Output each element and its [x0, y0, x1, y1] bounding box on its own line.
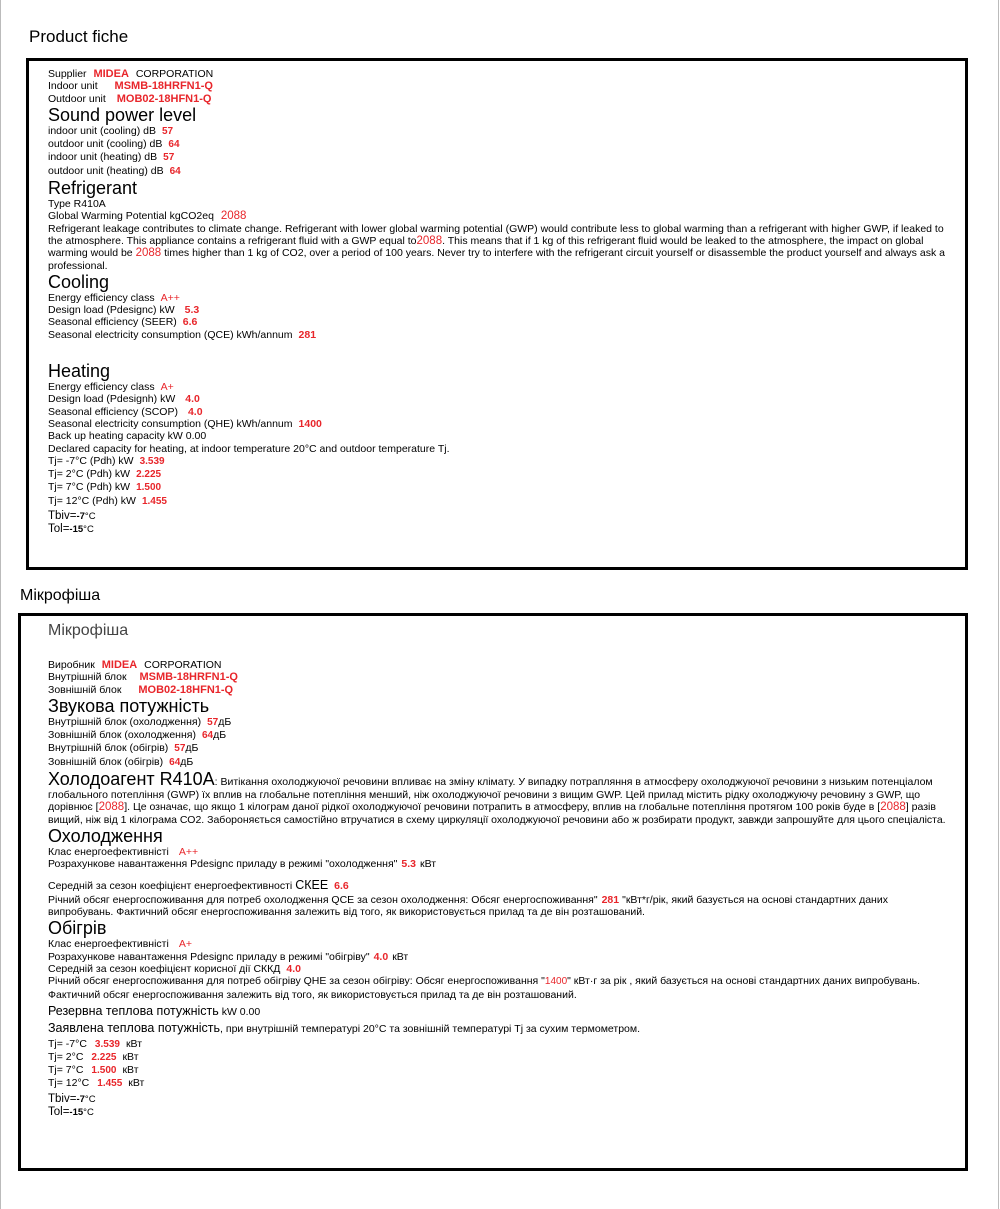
tj-row	[48, 455, 961, 468]
refrigerant-type: Type R410A	[48, 198, 106, 211]
tj-row-value: 2.225	[91, 1051, 117, 1063]
tbiv-value: -7	[76, 511, 85, 523]
gwp-value: 2088	[220, 210, 247, 223]
tj-row-value: 1.500	[91, 1065, 117, 1077]
tj-row-label: Tj= -7°C	[48, 1037, 87, 1050]
product-fiche-content	[48, 68, 961, 537]
tj-row-label: Tj= 2°C	[48, 1050, 84, 1063]
qce-line	[48, 329, 961, 341]
seer-line	[48, 879, 955, 892]
qhe-value: 1400	[298, 417, 322, 430]
heating-load-label: Design load (Pdesignh) kW	[48, 393, 176, 406]
qce-text: Річний обсяг енергоспоживання для потреб охолодження QCE за сезон охолодження: Обсяг енергоспоживання"	[48, 893, 598, 906]
tbiv-value: -7	[76, 1093, 85, 1105]
sound-row-label: outdoor unit (cooling) dB	[48, 138, 163, 151]
spacer	[48, 871, 955, 879]
scop-label: Seasonal efficiency (SCOP)	[48, 405, 178, 418]
sound-heading: Звукова потужність	[48, 695, 210, 716]
tj-row-value: 2.225	[136, 469, 162, 481]
sound-row-label: Внутрішній блок (обігрів)	[48, 742, 169, 755]
sound-row	[48, 729, 955, 742]
gwp-line	[48, 210, 961, 222]
cooling-class-line	[48, 846, 955, 858]
cooling-load-value: 5.3	[184, 304, 200, 317]
tol-label: Tol=	[48, 1106, 70, 1119]
heating-heading: Обігрів	[48, 918, 107, 939]
cooling-heading: Охолодження	[48, 825, 163, 846]
kw-unit: кВт	[392, 950, 409, 963]
refrigerant-text: times higher than 1 kg of CO2, over a period of 100 years. Never try to interfere with the refrigerant circuit yourself or disassemble the product yourself and always ask a professional.	[48, 247, 945, 272]
supplier-corp: CORPORATION	[144, 659, 222, 671]
gwp-inline: 2088	[98, 801, 125, 814]
product-fiche-panel	[26, 58, 968, 570]
microfiche-content	[48, 622, 955, 1119]
seer-abbr: СКЕЕ	[295, 877, 329, 892]
heating-load-value: 4.0	[373, 950, 389, 963]
sound-row-unit: дБ	[218, 715, 232, 728]
refrigerant-text: : Витікання охолоджуючої речовини впливає на зміну клімату. У випадку потрапляння в атмосферу охолоджуючої речовини з низьким потенціалом глобального потепління (GWP) їх вплив на глобальне потепління менший, ніж охолоджуючої речовини з вищим GWP. Цей прилад містить рідку охолоджуючу речовину з GWP, що дорівнює [	[48, 776, 933, 814]
sound-row-unit: дБ	[180, 755, 194, 768]
sound-row-unit: дБ	[185, 742, 199, 755]
scop-value: 4.0	[286, 963, 301, 976]
tj-row-unit: кВт	[125, 1037, 143, 1050]
gwp-inline: 2088	[416, 234, 443, 247]
tj-row	[48, 1064, 955, 1077]
heating-class-line	[48, 938, 955, 950]
tol-value: -15	[69, 524, 84, 536]
supplier-label: Виробник	[48, 659, 95, 671]
cooling-class-label: Клас енергоефективністі	[48, 845, 169, 858]
spacer	[48, 640, 955, 659]
supplier-line	[48, 659, 955, 671]
tj-row-label: Tj= -7°C (Pdh) kW	[48, 454, 134, 467]
tbiv-label: Tbiv=	[48, 1092, 77, 1105]
seer-label: Середній за сезон коефіцієнт енергоефективності	[48, 879, 293, 892]
sound-row	[48, 742, 955, 755]
tj-row-value: 1.455	[97, 1078, 123, 1090]
sound-row-label: Зовнішній блок (обігрів)	[48, 755, 164, 768]
tj-row	[48, 468, 961, 481]
declared-text: , при внутрішній температурі 20°С та зовнішній температурі Tj за сухим термометром.	[220, 1023, 641, 1036]
cooling-load-value: 5.3	[401, 858, 416, 871]
tj-row-label: Tj= 2°C (Pdh) kW	[48, 468, 131, 481]
tol-line	[48, 523, 961, 536]
supplier-label: Supplier	[48, 68, 87, 80]
declared-label: Заявлена теплова потужність	[48, 1021, 221, 1036]
supplier-brand: MIDEA	[93, 68, 129, 80]
sound-row-value: 64	[169, 756, 181, 768]
backup-value: kW 0.00	[221, 1005, 261, 1018]
tj-row-label: Tj= 12°C	[48, 1077, 90, 1090]
spacer	[48, 341, 961, 361]
sound-row-value: 64	[201, 730, 214, 742]
refrigerant-paragraph	[48, 223, 961, 272]
refrigerant-paragraph	[48, 769, 955, 826]
deg-unit: °C	[83, 1107, 94, 1119]
refrigerant-heading: Холодоагент R410A	[48, 769, 215, 790]
tj-row-label: Tj= 7°C	[48, 1064, 84, 1077]
refrigerant-text: would be	[90, 247, 133, 260]
declared-line	[48, 1022, 955, 1035]
qhe-paragraph	[48, 975, 955, 1001]
qhe-label: Seasonal electricity consumption (QHE) kWh/annum	[48, 417, 293, 430]
supplier-corp: CORPORATION	[135, 68, 214, 80]
heating-class-value: A+	[178, 938, 192, 951]
outdoor-unit-label: Outdoor unit	[48, 92, 106, 105]
sound-row	[48, 756, 955, 769]
sound-row	[48, 138, 961, 151]
cooling-load-line	[48, 858, 955, 870]
sound-row-label: indoor unit (cooling) dB	[48, 124, 156, 137]
indoor-unit-label: Indoor unit	[48, 80, 98, 93]
heating-load-value: 4.0	[185, 393, 200, 406]
heating-class-value: A+	[160, 381, 174, 394]
product-fiche-title: Product fiche	[29, 27, 129, 46]
sound-row-label: Зовнішній блок (охолодження)	[48, 729, 196, 742]
refrigerant-heading: Refrigerant	[48, 178, 138, 199]
cooling-heading: Cooling	[48, 271, 110, 292]
seer-value: 6.6	[182, 316, 198, 329]
tj-row-unit: кВт	[128, 1077, 145, 1090]
refrigerant-text: atmosphere. This appliance contains a refrigerant fluid with a GWP equal to	[65, 234, 417, 247]
qhe-text: " кВт·г за рік , який базується на основі стандартних даних випробувань. Фактичний обсяг енергоспоживання залежить від того, як використовується прилад та де він розташований.	[48, 975, 921, 1001]
qhe-value: 1400	[544, 976, 568, 988]
indoor-unit-model: MSMB-18HRFN1-Q	[114, 80, 213, 93]
heating-load-line	[48, 951, 955, 963]
declared-line: Declared capacity for heating, at indoor temperature 20°C and outdoor temperature Tj.	[48, 442, 450, 455]
tj-row	[48, 1077, 955, 1090]
heating-load-line	[48, 393, 961, 405]
tol-line	[48, 1106, 955, 1119]
kw-unit: кВт	[420, 858, 437, 871]
cooling-load-line	[48, 304, 961, 316]
cooling-class-line	[48, 292, 961, 304]
sound-heading: Sound power level	[48, 104, 197, 125]
supplier-brand: MIDEA	[101, 659, 138, 671]
deg-unit: °C	[84, 1093, 96, 1105]
qce-paragraph	[48, 894, 955, 919]
scop-line	[48, 963, 955, 975]
tj-row-label: Tj= 7°C (Pdh) kW	[48, 481, 131, 494]
indoor-unit-line	[48, 80, 961, 92]
qhe-line	[48, 418, 961, 430]
sound-row-unit: дБ	[213, 729, 227, 742]
seer-line	[48, 316, 961, 328]
microfiche-panel	[18, 613, 968, 1171]
scop-line	[48, 406, 961, 418]
sound-row-value: 57	[161, 125, 174, 137]
tj-row-value: 3.539	[139, 455, 165, 467]
outdoor-unit-label: Зовнішній блок	[48, 683, 122, 696]
sound-row-value: 64	[169, 165, 181, 177]
backup-line	[48, 1005, 955, 1018]
sound-row-label: indoor unit (heating) dB	[48, 151, 158, 164]
refrigerant-text: ]. Це означає, що якщо 1 кілограм даної рідкої охолоджуючої речовини потрапить в атмосферу, вплив на глобальне потепління протягом 100 років буде в [	[124, 801, 881, 814]
indoor-unit-line	[48, 671, 955, 683]
tbiv-line	[48, 510, 961, 523]
cooling-load-label: Design load (Pdesignc) kW	[48, 304, 175, 317]
deg-unit: °C	[83, 524, 94, 536]
qce-value: 281	[298, 328, 317, 341]
tbiv-label: Tbiv=	[48, 510, 77, 523]
scop-value: 4.0	[187, 405, 203, 418]
indoor-unit-model: MSMB-18HRFN1-Q	[139, 671, 238, 684]
sound-row	[48, 125, 961, 138]
tj-row-unit: кВт	[122, 1050, 139, 1063]
sound-row-value: 57	[174, 743, 186, 755]
cooling-class-value: A++	[178, 845, 199, 858]
indoor-unit-label: Внутрішній блок	[48, 671, 127, 684]
sound-row-value: 57	[207, 716, 219, 728]
refrigerant-text: Refrigerant leakage contributes to climate change. Refrigerant with lower global warming potential (GWP) would contribute less to global warming than a refrigerant with higher GWP, if leaked to the	[48, 222, 944, 247]
sound-row	[48, 151, 961, 164]
sound-row-label: Внутрішній блок (охолодження)	[48, 715, 202, 728]
heating-class-label: Energy efficiency class	[48, 381, 155, 394]
backup-label: Резервна теплова потужність	[48, 1003, 219, 1018]
tol-value: -15	[69, 1107, 84, 1119]
outdoor-unit-line	[48, 684, 955, 696]
qce-text: "кВт*г/рік, який базується на основі стандартних даних випробувань. Фактичний обсяг енергоспоживання залежить від того, як використовується прилад та де він розташований.	[48, 893, 888, 919]
cooling-class-value: A++	[160, 291, 180, 304]
outdoor-unit-model: MOB02-18HFN1-Q	[138, 683, 234, 696]
tbiv-line	[48, 1093, 955, 1106]
refrigerant-text: . This means that if 1 kg of this refrigerant fluid would be leaked to the atmosphere, the impact on global warming	[48, 234, 924, 260]
outdoor-unit-model: MOB02-18HFN1-Q	[116, 92, 212, 105]
gwp-inline: 2088	[880, 801, 906, 814]
sound-row	[48, 716, 955, 729]
cooling-load-label: Розрахункове навантаження Pdesignc приладу в режимі "охолодження"	[48, 858, 398, 871]
tj-row	[48, 1038, 955, 1051]
tj-row-value: 3.539	[94, 1038, 120, 1050]
outdoor-unit-line	[48, 93, 961, 105]
seer-label: Seasonal efficiency (SEER)	[48, 316, 177, 329]
microfiche-inner-title: Мікрофіша	[48, 622, 129, 639]
scop-label: Середній за сезон коефіцієнт корисної дії СККД	[48, 963, 281, 976]
tj-row	[48, 481, 961, 494]
deg-unit: °C	[84, 511, 96, 523]
heating-class-label: Клас енергоефективністі	[48, 938, 169, 951]
qhe-text: Річний обсяг енергоспоживання для потреб обігріву QHE за сезон обігріву: Обсяг енергоспоживання "	[48, 975, 545, 988]
microfiche-title: Мікрофіша	[20, 587, 101, 604]
tol-label: Tol=	[48, 523, 70, 536]
tj-row-value: 1.455	[141, 495, 167, 507]
heating-class-line	[48, 381, 961, 393]
tj-row-value: 1.500	[136, 482, 162, 494]
sound-row-value: 57	[163, 152, 175, 164]
sound-row-label: outdoor unit (heating) dB	[48, 164, 164, 177]
tj-row	[48, 495, 961, 508]
heating-load-label: Розрахункове навантаження Pdesignc приладу в режимі "обігріву"	[48, 950, 370, 963]
tj-row-label: Tj= 12°C (Pdh) kW	[48, 494, 136, 507]
refrigerant-text: ] разів вищий, ніж від 1 кілограма СО2. Забороняється самостійно втручатися в схему циркуляції охолоджуючої речовини або ж розбирати продукт, завжди запрошуйте для цього спеціаліста.	[48, 801, 946, 826]
qce-value: 281	[601, 893, 620, 906]
sound-row	[48, 165, 961, 178]
supplier-line	[48, 68, 961, 80]
heating-heading: Heating	[48, 361, 111, 382]
cooling-class-label: Energy efficiency class	[48, 291, 155, 304]
gwp-label: Global Warming Potential kgCO2eq	[48, 210, 214, 223]
qce-label: Seasonal electricity consumption (QCE) kWh/annum	[48, 328, 293, 341]
tj-row	[48, 1051, 955, 1064]
gwp-inline: 2088	[135, 247, 162, 260]
tj-row-unit: кВт	[122, 1064, 139, 1077]
backup-line: Back up heating capacity kW 0.00	[48, 430, 207, 443]
seer-value: 6.6	[334, 879, 349, 892]
sound-row-value: 64	[168, 139, 180, 151]
